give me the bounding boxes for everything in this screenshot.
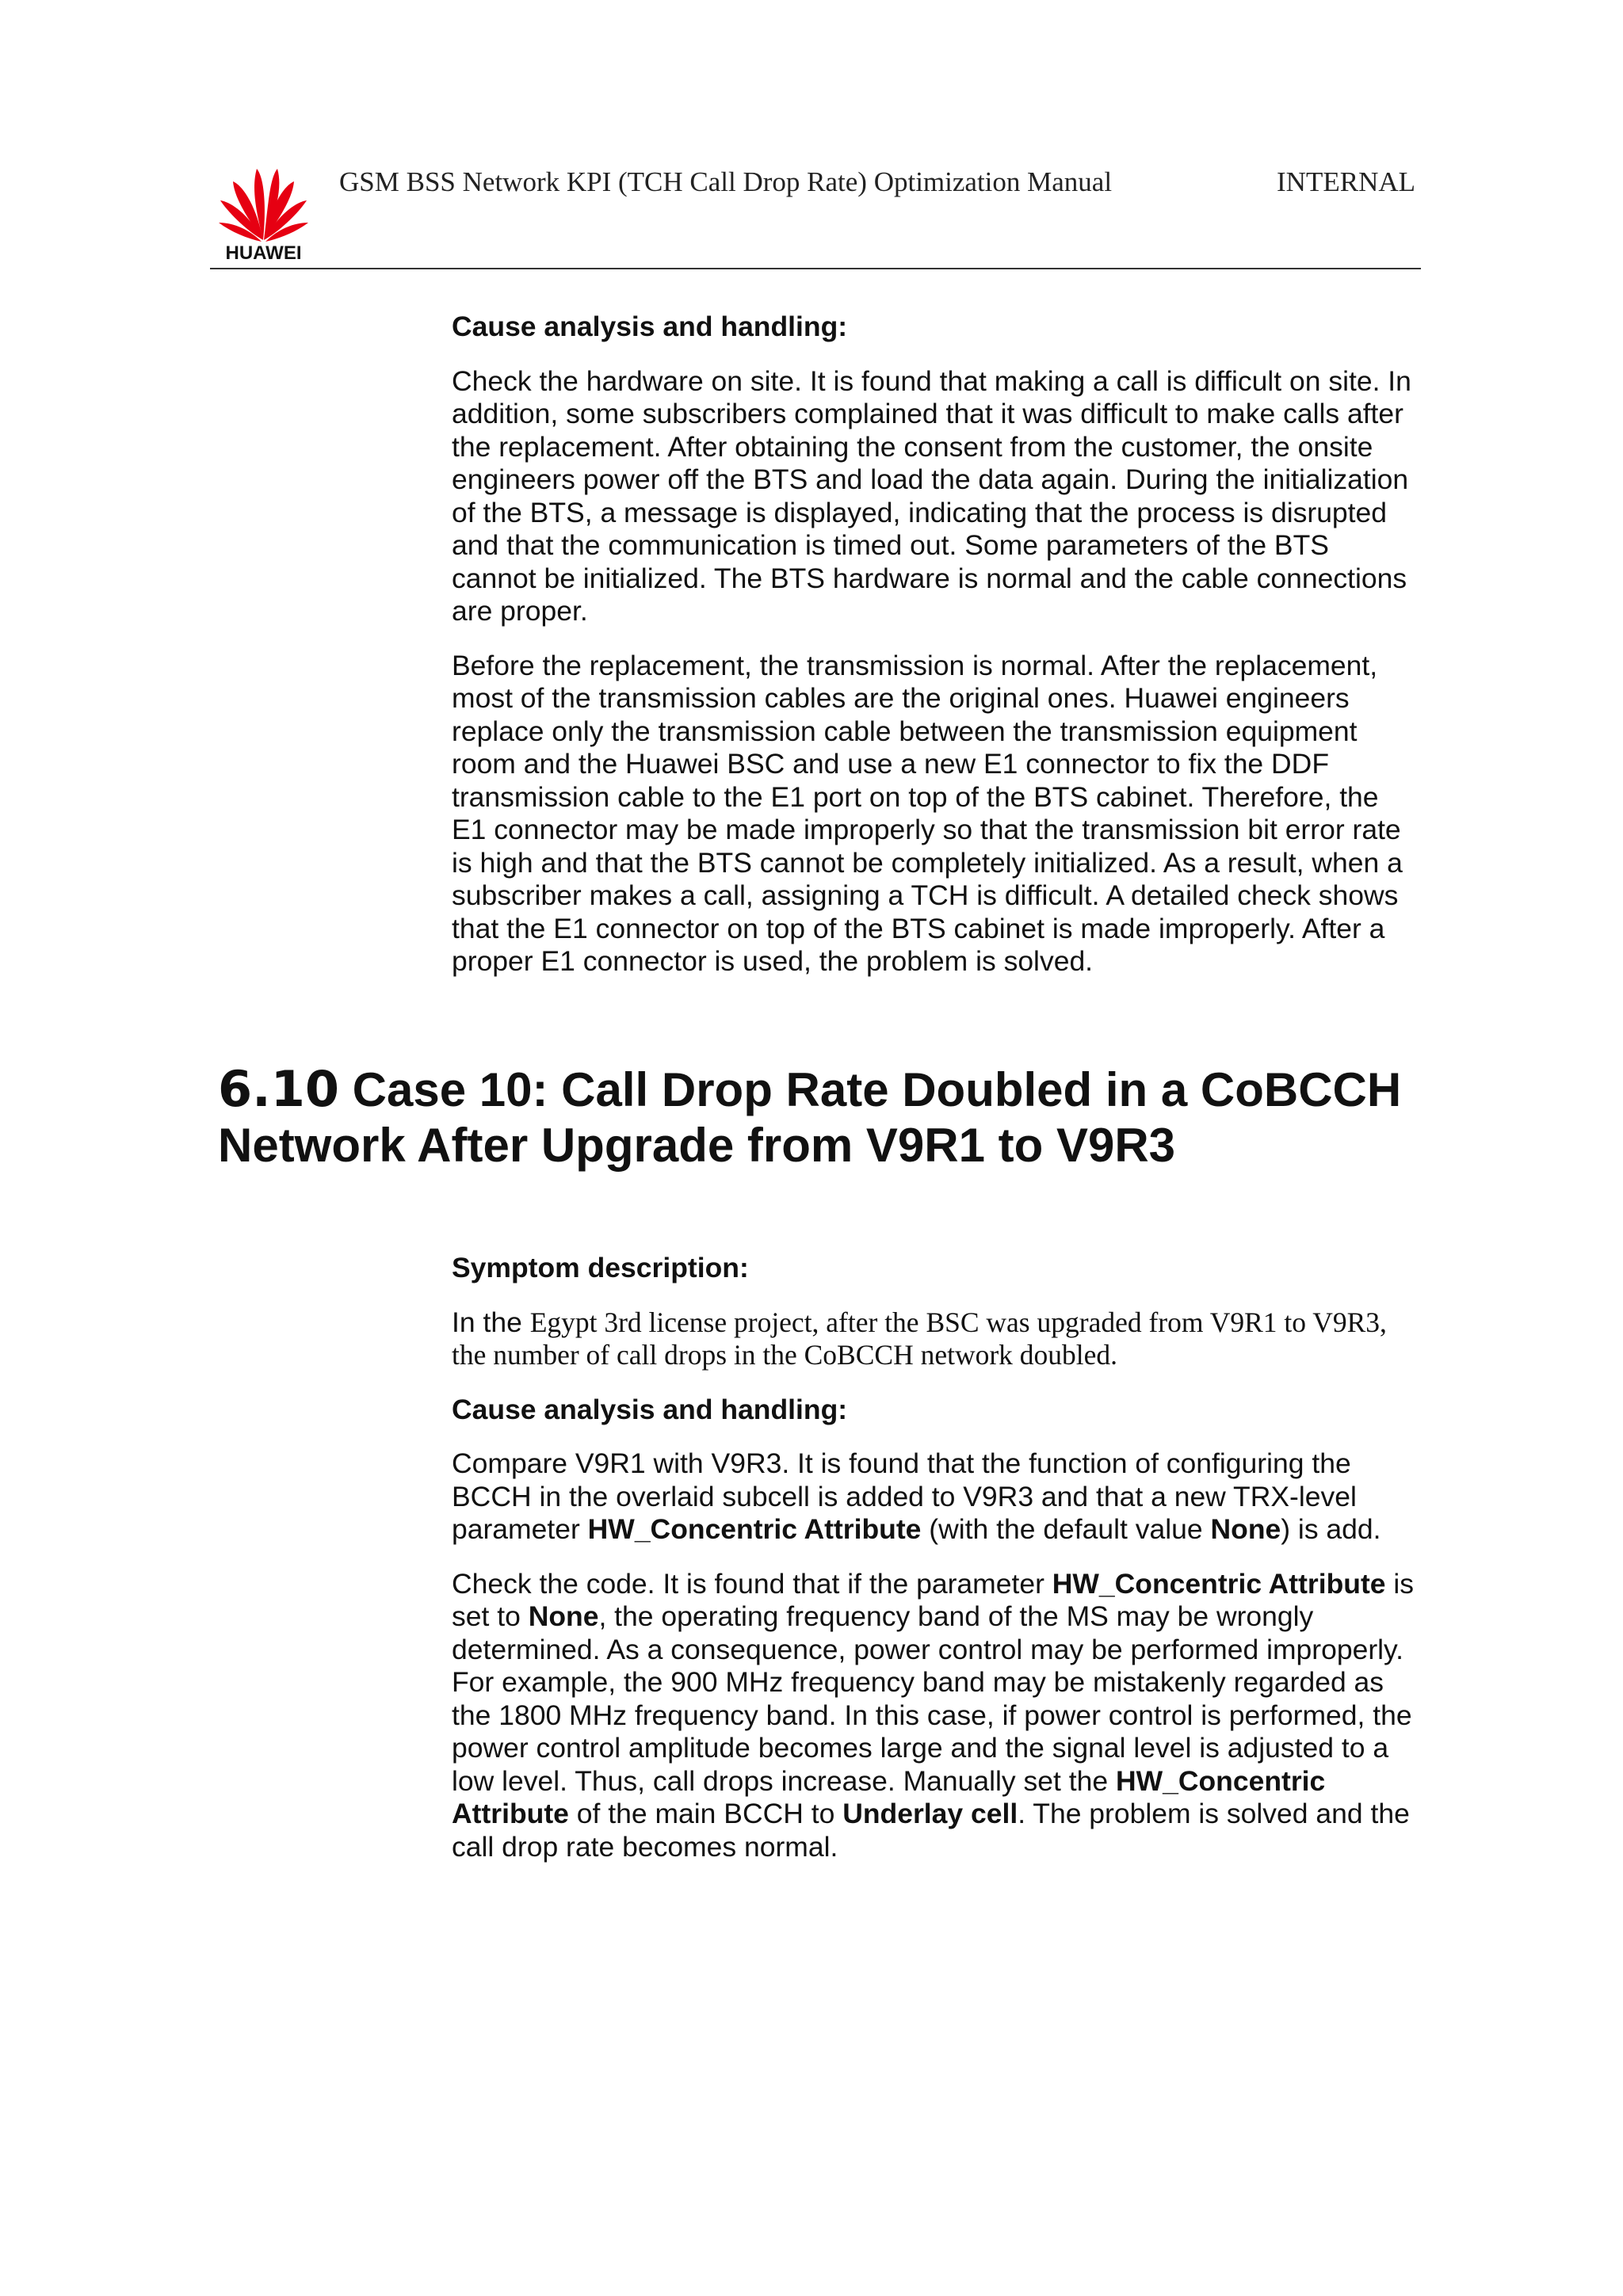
page-header [0,0,1623,273]
paragraph-transmission: Before the replacement, the transmission is normal. After the replacement, most of the transmission cables are the original ones. Huawei engineers replace only the transmission cable between the transmission equipment room and the Huawei BSC and use a new E1 connector to fix the DDF transmission cable to the E1 port on top of the BTS cabinet. Therefore, the E1 connector may be made improperly so that the transmission bit error rate is high and that the BTS cannot be completely initialized. As a result, when a subscriber makes a call, assigning a TCH is difficult. A detailed check shows that the E1 connector on top of the BTS cabinet is made improperly. After a proper E1 connector is used, the problem is solved. [452,649,1403,977]
logo-wordmark: HUAWEI [225,242,302,261]
symptom-text: Egypt 3rd license project, after the BSC was upgraded from V9R1 to V9R3, the number of call drops in the CoBCCH network doubled. [452,1306,1387,1371]
parameter-name: HW_Concentric Attribute [1052,1567,1386,1600]
parameter-value: None [528,1600,599,1632]
parameter-name: HW_Concentric Attribute [587,1513,922,1545]
paragraph-hardware-check: Check the hardware on site. It is found that making a call is difficult on site. In addition, some subscribers complained that it was difficult to make calls after the replacement. After obtaining the consent from the customer, the onsite engineers power off the BTS and load the data again. During the initialization of the BTS, a message is displayed, indicating that the process is disrupted and that the communication is timed out. Some parameters of the BTS cannot be initialized. The BTS hardware is normal and the cable connections are proper. [452,364,1411,627]
case-10-body [452,1252,1420,1885]
text-run: (with the default value [921,1513,1211,1545]
symptom-lead: In the [452,1306,530,1338]
text-run: ) is add. [1281,1513,1381,1545]
subheading-cause-analysis-2: Cause analysis and handling: [452,1393,848,1425]
text-run: , the operating frequency band of the MS may be wrongly determined. As a consequence, power control may be performed improperly. For example, the 900 MHz frequency band may be mistakenly regarded as the 1800 MHz frequency band. In this case, if power control is performed, the power control amplitude becomes large and the signal level is adjusted to a low level. Thus, call drops increase. Manually set the [452,1600,1412,1797]
subheading-symptom: Symptom description: [452,1252,749,1283]
subheading-cause-analysis: Cause analysis and handling: [452,311,848,342]
paragraph-symptom [452,1306,1420,1372]
paragraph-compare-versions [452,1447,1420,1547]
document-title: GSM BSS Network KPI (TCH Call Drop Rate) Optimization Manual [339,166,1113,197]
header-divider [210,268,1421,269]
parameter-value: Underlay cell [842,1798,1018,1829]
cause-analysis-section-1 [452,311,1420,1000]
text-run: of the main BCCH to [568,1798,843,1829]
parameter-name: HW_Concentric Attribute [452,1764,1326,1829]
parameter-value: None [1210,1513,1281,1545]
section-title: Case 10: Call Drop Rate Doubled in a CoBCCH Network After Upgrade from V9R1 to V9R3 [218,1063,1402,1172]
text-run: . The problem is solved and the call drop rate becomes normal. [452,1798,1410,1863]
text-run: is set to [452,1567,1415,1632]
huawei-logo [214,162,313,261]
document-classification: INTERNAL [1277,166,1415,197]
text-run: Check the code. It is found that if the parameter [452,1567,1052,1600]
section-number: 6.10 [218,1060,339,1118]
paragraph-check-code [452,1568,1420,1864]
section-heading [218,1062,1423,1173]
text-run: Compare V9R1 with V9R3. It is found that the function of configuring the BCCH in the overlaid subcell is added to V9R3 and that a new TRX-level parameter [452,1447,1357,1545]
